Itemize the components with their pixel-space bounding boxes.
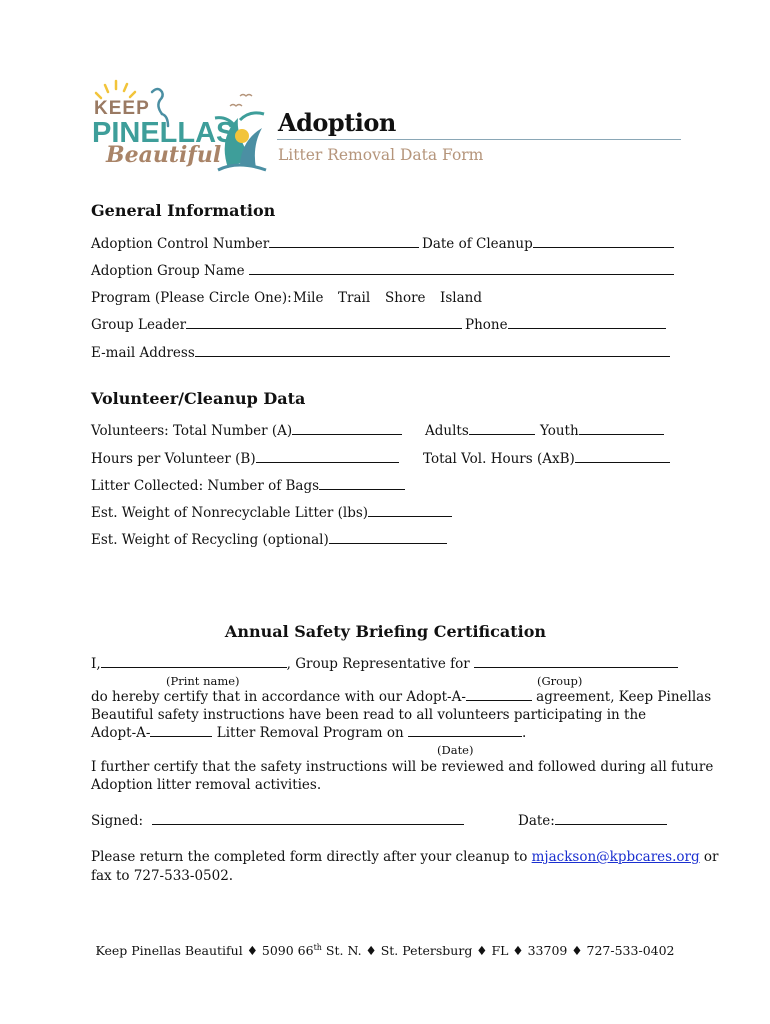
certify-line-2-text: do hereby certify that in accordance with our Adopt-A- (91, 689, 466, 705)
certify-line-2-end: agreement, Keep Pinellas (531, 689, 712, 705)
adults-row (425, 422, 535, 440)
group-caption: (Group) (537, 674, 583, 688)
fax-line: fax to 727-533-0502. (91, 868, 234, 884)
control-number-field[interactable] (269, 235, 419, 248)
volunteer-heading: Volunteer/Cleanup Data (91, 389, 306, 408)
further-certify-line-1: I further certify that the safety instructions will be reviewed and followed during all future (91, 759, 714, 775)
certify-line-2 (91, 688, 711, 706)
certify-line-4-start: Adopt-A- (91, 725, 151, 741)
total-number-field[interactable] (292, 422, 402, 435)
phone-field[interactable] (508, 316, 666, 329)
date-row (518, 812, 667, 830)
youth-row (540, 422, 664, 440)
nonrecyclable-field[interactable] (368, 504, 452, 517)
bags-field[interactable] (319, 477, 405, 490)
program-option-trail[interactable]: Trail (338, 290, 371, 306)
print-name-field[interactable] (101, 655, 287, 668)
group-name-label: Adoption Group Name (91, 263, 245, 279)
email-label: E-mail Address (91, 345, 195, 361)
certify-line-4-end: . (522, 725, 527, 741)
i-prefix: I, (91, 656, 101, 672)
safety-heading: Annual Safety Briefing Certification (224, 622, 547, 641)
adults-label: Adults (425, 423, 469, 439)
return-or: or (699, 849, 719, 865)
program-label: Program (Please Circle One): (91, 290, 292, 306)
hours-per-field[interactable] (256, 450, 399, 463)
total-hours-field[interactable] (575, 450, 670, 463)
return-line (91, 848, 718, 866)
certify-line-1 (91, 655, 678, 673)
hours-per-label: Hours per Volunteer (B) (91, 451, 256, 467)
control-number-row (91, 235, 419, 253)
email-field[interactable] (195, 344, 670, 357)
bags-label: Litter Collected: Number of Bags (91, 478, 320, 494)
group-leader-field[interactable] (186, 316, 462, 329)
date-caption: (Date) (437, 743, 474, 757)
phone-label: Phone (465, 317, 508, 333)
certify-line-3: Beautiful safety instructions have been read to all volunteers participating in the (91, 707, 647, 723)
total-number-row (91, 422, 402, 440)
logo-pinellas: PINELLAS (92, 117, 236, 149)
bags-row (91, 477, 405, 495)
group-name-row (91, 262, 674, 280)
general-heading: General Information (91, 201, 276, 220)
email-link[interactable]: mjackson@kpbcares.org (531, 849, 700, 865)
recycling-label: Est. Weight of Recycling (optional) (91, 532, 329, 548)
date-cleanup-row (422, 235, 674, 253)
signed-label: Signed: (91, 813, 144, 829)
print-name-caption: (Print name) (166, 674, 240, 688)
hours-per-row (91, 450, 399, 468)
total-number-label: Volunteers: Total Number (A) (91, 423, 293, 439)
return-text: Please return the completed form directly after your cleanup to (91, 849, 532, 865)
group-name-field[interactable] (249, 262, 674, 275)
logo-keep: KEEP (94, 98, 150, 119)
program-option-shore[interactable]: Shore (385, 290, 426, 306)
adults-field[interactable] (469, 422, 535, 435)
group-rep-text: , Group Representative for (286, 656, 470, 672)
certify-line-4-mid: Litter Removal Program on (212, 725, 409, 741)
recycling-field[interactable] (329, 531, 447, 544)
certify-line-4 (91, 724, 526, 742)
recycling-row (91, 531, 447, 549)
program-option-mile[interactable]: Mile (293, 290, 324, 306)
group-leader-label: Group Leader (91, 317, 187, 333)
total-hours-label: Total Vol. Hours (AxB) (423, 451, 575, 467)
footer-address (0, 943, 770, 958)
signature-field[interactable] (152, 812, 464, 825)
date-cleanup-label: Date of Cleanup (422, 236, 533, 252)
signed-row (91, 812, 464, 830)
program-option-island[interactable]: Island (440, 290, 482, 306)
email-row (91, 344, 670, 362)
date-label: Date: (518, 813, 555, 829)
group-field[interactable] (474, 655, 678, 668)
date-field[interactable] (555, 812, 667, 825)
youth-label: Youth (540, 423, 579, 439)
total-hours-row (423, 450, 670, 468)
page-title: Adoption (278, 108, 396, 137)
youth-field[interactable] (579, 422, 664, 435)
page-subtitle: Litter Removal Data Form (278, 146, 484, 164)
title-divider (277, 139, 681, 140)
date-cleanup-field[interactable] (533, 235, 674, 248)
nonrecyclable-label: Est. Weight of Nonrecyclable Litter (lbs) (91, 505, 369, 521)
adopt-a-field-2[interactable] (150, 724, 212, 737)
adopt-a-field-1[interactable] (466, 688, 532, 701)
nonrecyclable-row (91, 504, 452, 522)
logo-beautiful: Beautiful (106, 142, 222, 168)
footer-part1: Keep Pinellas Beautiful ♦ 5090 66 (95, 943, 314, 959)
footer-sup: th (313, 943, 322, 952)
program-date-field[interactable] (408, 724, 522, 737)
phone-row (465, 316, 666, 334)
control-number-label: Adoption Control Number (91, 236, 270, 252)
kpb-logo (90, 78, 268, 176)
further-certify-line-2: Adoption litter removal activities. (91, 777, 322, 793)
footer-part2: St. N. ♦ St. Petersburg ♦ FL ♦ 33709 ♦ 727-533-0402 (321, 943, 675, 959)
group-leader-row (91, 316, 462, 334)
